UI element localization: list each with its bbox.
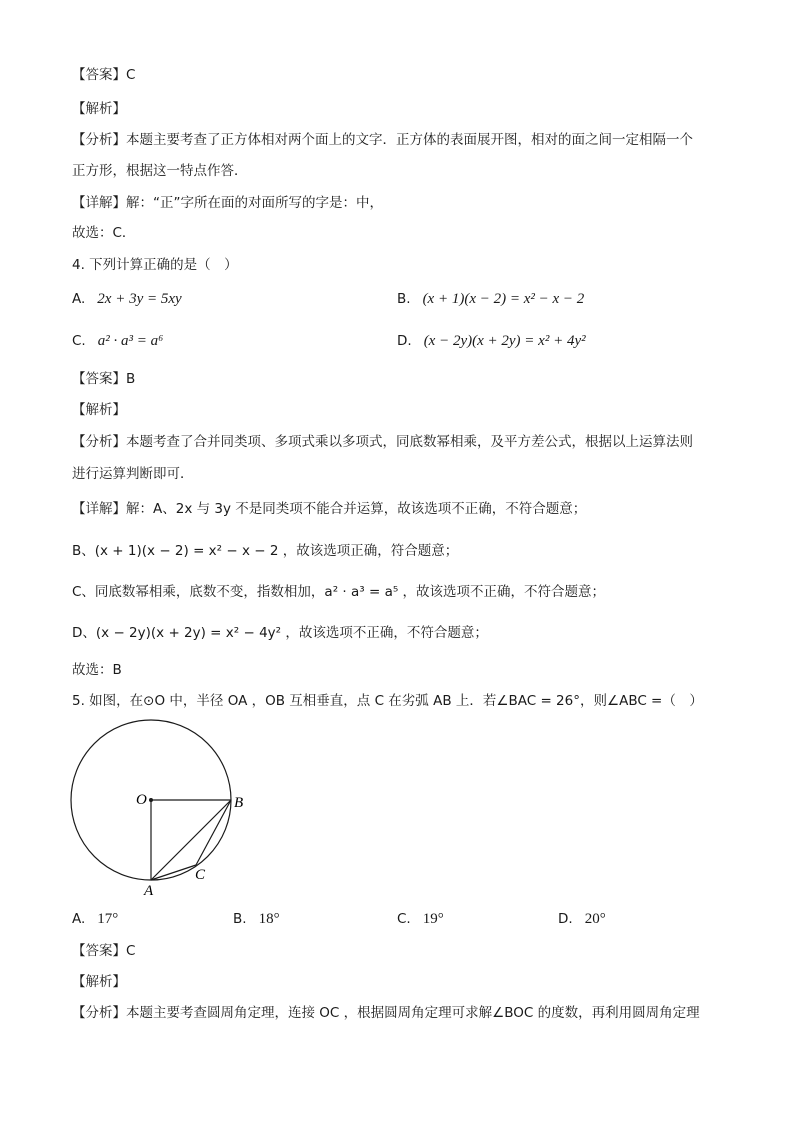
chord-bc — [196, 800, 231, 865]
q4-option-d-expr: (x − 2y)(x + 2y) = x² + 4y² — [423, 333, 586, 349]
q3-detail: 【详解】解：“正”字所在面的对面所写的字是：中， — [72, 195, 383, 211]
center-point — [149, 798, 153, 802]
q4-detail-a: 【详解】解：A、2x 与 3y 不是同类项不能合并运算，故该选项不正确，不符合题意； — [72, 501, 587, 517]
q5-option-d-label: D. — [558, 911, 573, 927]
label-b: B — [234, 795, 244, 811]
q5-answer: 【答案】C — [72, 943, 136, 959]
q5-analysis-label: 【解析】 — [72, 974, 126, 990]
q3-choice: 故选：C． — [72, 225, 136, 241]
q4-option-a-expr: 2x + 3y = 5xy — [97, 291, 182, 307]
q4-detail-b: B、(x + 1)(x − 2) = x² − x − 2 ，故该选项正确，符合题意； — [72, 543, 459, 559]
chord-ab — [151, 800, 231, 880]
q4-option-a — [72, 290, 182, 308]
q4-option-d — [397, 332, 586, 350]
q3-analysis-label: 【解析】 — [72, 101, 126, 117]
q4-choice: 故选：B — [72, 662, 122, 678]
q5-analysis-line1: 【分析】本题主要考查圆周角定理，连接 OC ，根据圆周角定理可求解∠BOC 的度数，再利用圆周角定理 — [72, 1005, 700, 1021]
q4-option-c-label: C. — [72, 333, 86, 349]
q5-option-d-value: 20° — [584, 911, 606, 927]
q5-option-a — [72, 910, 118, 928]
q5-option-a-label: A. — [72, 911, 86, 927]
q5-option-b-value: 18° — [258, 911, 280, 927]
q5-option-b — [233, 910, 280, 928]
q3-analysis-line1: 【分析】本题主要考查了正方体相对两个面上的文字．正方体的表面展开图，相对的面之间一定相隔一个 — [72, 132, 693, 148]
label-o: O — [136, 792, 147, 808]
q5-option-d — [558, 910, 606, 928]
q4-option-c-expr: a² · a³ = a⁶ — [97, 333, 164, 349]
q5-circle-figure — [60, 712, 260, 897]
q4-option-b-label: B. — [397, 291, 411, 307]
q4-analysis-line2: 进行运算判断即可． — [72, 466, 194, 482]
q4-analysis-line1: 【分析】本题考查了合并同类项、多项式乘以多项式，同底数幂相乘，及平方差公式，根据以上运算法则 — [72, 434, 693, 450]
q5-option-b-label: B. — [233, 911, 247, 927]
q4-detail-d: D、(x − 2y)(x + 2y) = x² − 4y² ，故该选项不正确，不符合题意； — [72, 625, 488, 641]
q4-option-b-expr: (x + 1)(x − 2) = x² − x − 2 — [422, 291, 585, 307]
q3-answer: 【答案】C — [72, 67, 136, 83]
label-c: C — [195, 867, 206, 883]
q3-analysis-line2: 正方形，根据这一特点作答． — [72, 163, 248, 179]
q5-option-a-value: 17° — [97, 911, 119, 927]
q4-analysis-label: 【解析】 — [72, 402, 126, 418]
q4-option-a-label: A. — [72, 291, 86, 307]
q5-stem: 5. 如图，在⊙O 中，半径 OA ，OB 互相垂直，点 C 在劣弧 AB 上．若∠BAC = 26°，则∠ABC =（ ） — [72, 693, 703, 709]
q4-stem: 4. 下列计算正确的是（ ） — [72, 257, 238, 273]
q4-answer: 【答案】B — [72, 371, 136, 387]
q5-option-c — [397, 910, 444, 928]
q4-option-b — [397, 290, 584, 308]
q5-option-c-label: C. — [397, 911, 411, 927]
label-a: A — [144, 883, 154, 897]
q4-option-c — [72, 332, 163, 350]
q4-option-d-label: D. — [397, 333, 412, 349]
q5-option-c-value: 19° — [422, 911, 444, 927]
q4-detail-c: C、同底数幂相乘，底数不变，指数相加，a² · a³ = a⁵ ，故该选项不正确，不符合题意； — [72, 584, 606, 600]
